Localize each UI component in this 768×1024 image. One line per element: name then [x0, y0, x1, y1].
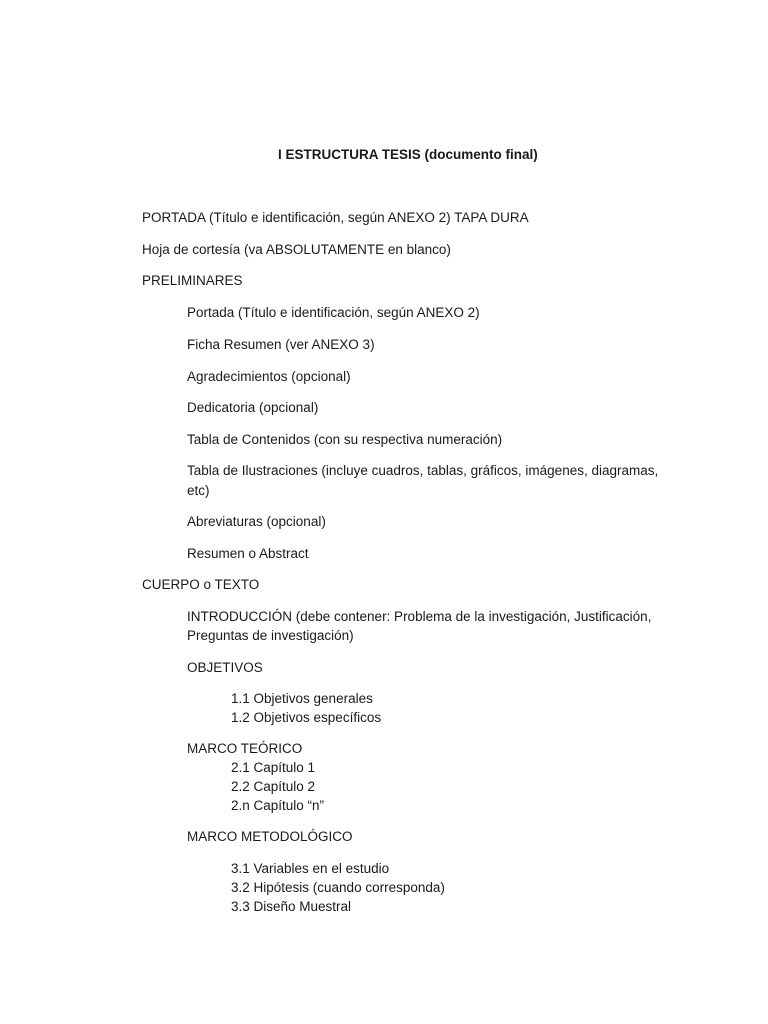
document-title: I ESTRUCTURA TESIS (documento final) — [278, 147, 538, 162]
section-hoja-cortesia: Hoja de cortesía (va ABSOLUTAMENTE en blanco) — [142, 242, 451, 257]
list-item: 1.2 Objetivos específicos — [231, 710, 382, 725]
list-item: Dedicatoria (opcional) — [187, 400, 319, 415]
objetivos-heading: OBJETIVOS — [187, 660, 263, 675]
list-item: 2.2 Capítulo 2 — [231, 779, 316, 794]
list-item: Tabla de Ilustraciones (incluye cuadros, tablas, gráficos, imágenes, diagramas, — [187, 463, 659, 478]
marco-metodologico-heading: MARCO METODOLÓGICO — [187, 829, 353, 844]
list-item: 3.3 Diseño Muestral — [231, 899, 352, 914]
section-portada: PORTADA (Título e identificación, según ANEXO 2) TAPA DURA — [142, 210, 529, 225]
list-item: 1.1 Objetivos generales — [231, 691, 373, 706]
list-item: Abreviaturas (opcional) — [187, 514, 326, 529]
section-cuerpo-heading: CUERPO o TEXTO — [142, 577, 260, 592]
list-item: Ficha Resumen (ver ANEXO 3) — [187, 337, 375, 352]
list-item: 2.n Capítulo “n” — [231, 798, 325, 813]
list-item: Tabla de Contenidos (con su respectiva numeración) — [187, 432, 503, 447]
list-item: Agradecimientos (opcional) — [187, 369, 351, 384]
marco-teorico-heading: MARCO TEÓRICO — [187, 741, 303, 756]
introduccion-line: INTRODUCCIÓN (debe contener: Problema de la investigación, Justificación, — [187, 609, 652, 624]
list-item: Portada (Título e identificación, según ANEXO 2) — [187, 305, 480, 320]
list-item: 2.1 Capítulo 1 — [231, 760, 316, 775]
list-item: 3.2 Hipótesis (cuando corresponda) — [231, 880, 445, 895]
list-item: Resumen o Abstract — [187, 546, 309, 561]
introduccion-line: Preguntas de investigación) — [187, 628, 354, 643]
list-item: 3.1 Variables en el estudio — [231, 861, 390, 876]
section-preliminares-heading: PRELIMINARES — [142, 273, 243, 288]
list-item-continuation: etc) — [187, 483, 210, 498]
